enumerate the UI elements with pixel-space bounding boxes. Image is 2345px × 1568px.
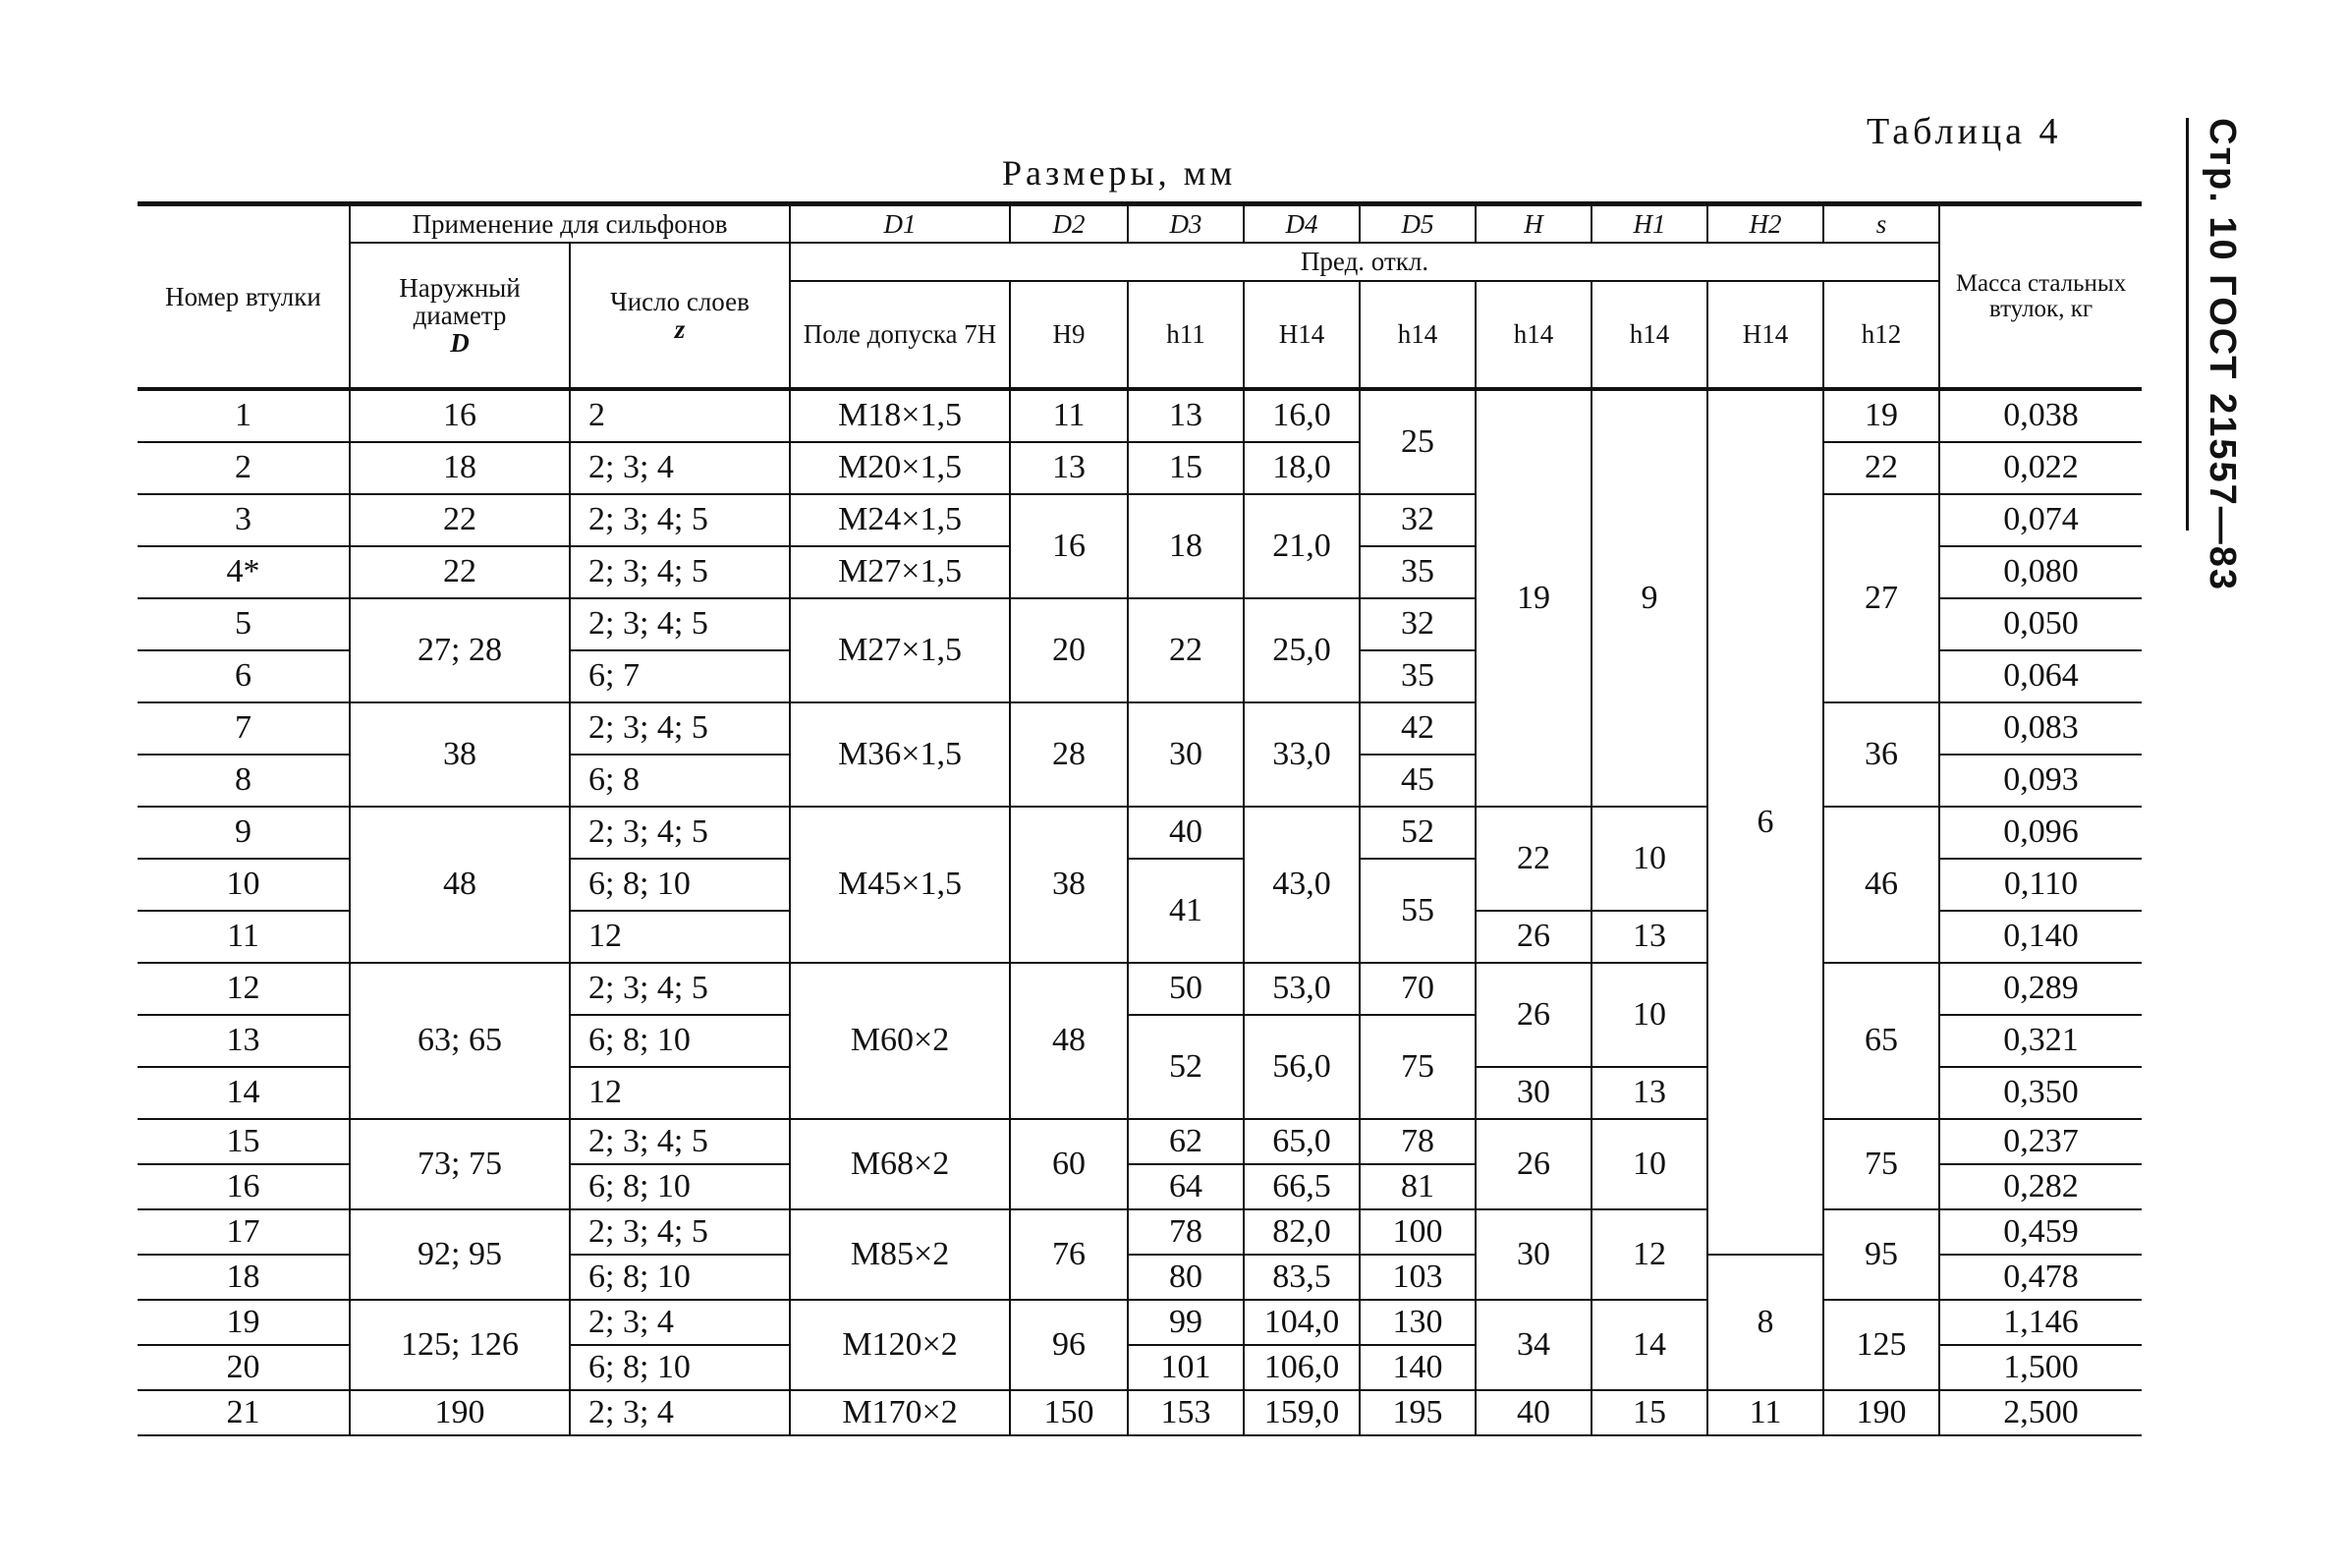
cell-layers: 12 (570, 1067, 790, 1119)
cell-number: 15 (138, 1119, 350, 1164)
table-row (138, 1390, 2142, 1435)
cell-d3: 13 (1128, 389, 1244, 442)
cell-number: 20 (138, 1345, 350, 1390)
cell-d1: М36×1,5 (790, 702, 1010, 807)
cell-d2: 38 (1010, 807, 1128, 963)
cell-number: 13 (138, 1015, 350, 1067)
cell-d3: 41 (1128, 859, 1244, 963)
cell-d2: 48 (1010, 963, 1128, 1119)
cell-d2: 11 (1010, 389, 1128, 442)
cell-outer-diameter: 190 (350, 1390, 570, 1435)
cell-mass: 0,282 (1939, 1164, 2142, 1209)
cell-d5: 42 (1360, 702, 1476, 755)
cell-mass: 0,080 (1939, 546, 2142, 598)
cell-h1: 10 (1591, 963, 1707, 1067)
cell-number: 14 (138, 1067, 350, 1119)
cell-layers: 2; 3; 4 (570, 1390, 790, 1435)
cell-d5: 25 (1360, 389, 1476, 494)
cell-mass: 0,074 (1939, 494, 2142, 546)
header-h1: H1 (1591, 205, 1707, 243)
cell-layers: 6; 8; 10 (570, 1255, 790, 1300)
cell-outer-diameter: 63; 65 (350, 963, 570, 1119)
cell-mass: 1,146 (1939, 1300, 2142, 1345)
cell-d4: 83,5 (1244, 1255, 1360, 1300)
cell-mass: 0,237 (1939, 1119, 2142, 1164)
cell-number: 2 (138, 442, 350, 494)
cell-number: 16 (138, 1164, 350, 1209)
cell-d5: 35 (1360, 546, 1476, 598)
cell-layers: 2; 3; 4; 5 (570, 1209, 790, 1255)
cell-number: 12 (138, 963, 350, 1015)
page-header-side-label: Стр. 10 ГОСТ 21557—83 (2202, 118, 2243, 592)
cell-d3: 101 (1128, 1345, 1244, 1390)
cell-d5: 103 (1360, 1255, 1476, 1300)
cell-d2: 28 (1010, 702, 1128, 807)
cell-layers: 2; 3; 4; 5 (570, 702, 790, 755)
cell-layers: 2; 3; 4; 5 (570, 546, 790, 598)
cell-s: 19 (1823, 389, 1939, 442)
cell-number: 18 (138, 1255, 350, 1300)
table-container (138, 201, 2142, 1436)
cell-d3: 18 (1128, 494, 1244, 598)
header-tol-h2: Н14 (1707, 281, 1823, 389)
header-tol-s: h12 (1823, 281, 1939, 389)
table-row (138, 1119, 2142, 1164)
cell-h2: 11 (1707, 1390, 1823, 1435)
cell-outer-diameter: 38 (350, 702, 570, 807)
cell-d2: 20 (1010, 598, 1128, 702)
header-outer-diameter: Наружный диаметр D (350, 243, 570, 388)
cell-d5: 130 (1360, 1300, 1476, 1345)
cell-number: 19 (138, 1300, 350, 1345)
cell-d4: 66,5 (1244, 1164, 1360, 1209)
table-row (138, 1300, 2142, 1345)
header-d5: D5 (1360, 205, 1476, 243)
cell-d2: 60 (1010, 1119, 1128, 1209)
cell-number: 3 (138, 494, 350, 546)
cell-d3: 153 (1128, 1390, 1244, 1435)
cell-mass: 0,083 (1939, 702, 2142, 755)
cell-d3: 52 (1128, 1015, 1244, 1119)
cell-mass: 1,500 (1939, 1345, 2142, 1390)
cell-d3: 50 (1128, 963, 1244, 1015)
cell-number: 10 (138, 859, 350, 911)
header-mass: Масса стальных втулок, кг (1939, 205, 2142, 389)
cell-outer-diameter: 18 (350, 442, 570, 494)
cell-layers: 2; 3; 4 (570, 1300, 790, 1345)
cell-d4: 18,0 (1244, 442, 1360, 494)
cell-d4: 56,0 (1244, 1015, 1360, 1119)
cell-d3: 30 (1128, 702, 1244, 807)
cell-mass: 0,064 (1939, 650, 2142, 702)
header-tol-d4: Н14 (1244, 281, 1360, 389)
cell-number: 7 (138, 702, 350, 755)
header-tol-d5: h14 (1360, 281, 1476, 389)
cell-number: 17 (138, 1209, 350, 1255)
cell-d4: 104,0 (1244, 1300, 1360, 1345)
cell-number: 1 (138, 389, 350, 442)
cell-s: 65 (1823, 963, 1939, 1119)
cell-h1: 13 (1591, 911, 1707, 963)
cell-mass: 0,038 (1939, 389, 2142, 442)
cell-layers: 6; 8; 10 (570, 1345, 790, 1390)
cell-s: 125 (1823, 1300, 1939, 1390)
table-row (138, 389, 2142, 442)
cell-h: 34 (1476, 1300, 1591, 1390)
cell-d3: 62 (1128, 1119, 1244, 1164)
cell-d4: 106,0 (1244, 1345, 1360, 1390)
cell-d1: М120×2 (790, 1300, 1010, 1390)
cell-s: 36 (1823, 702, 1939, 807)
table-caption: Размеры, мм (1002, 153, 1237, 193)
cell-outer-diameter: 27; 28 (350, 598, 570, 702)
cell-d1: М27×1,5 (790, 546, 1010, 598)
cell-number: 4* (138, 546, 350, 598)
cell-d5: 35 (1360, 650, 1476, 702)
cell-h2: 6 (1707, 389, 1823, 1255)
cell-h1: 9 (1591, 389, 1707, 807)
cell-d3: 15 (1128, 442, 1244, 494)
cell-h1: 10 (1591, 807, 1707, 911)
header-tol-h1: h14 (1591, 281, 1707, 389)
cell-outer-diameter: 125; 126 (350, 1300, 570, 1390)
header-number: Номер втулки (138, 205, 350, 389)
cell-h: 22 (1476, 807, 1591, 911)
cell-s: 95 (1823, 1209, 1939, 1300)
cell-h: 30 (1476, 1067, 1591, 1119)
cell-d1: М170×2 (790, 1390, 1010, 1435)
cell-d3: 64 (1128, 1164, 1244, 1209)
table-row (138, 442, 2142, 494)
cell-number: 8 (138, 755, 350, 807)
cell-d5: 32 (1360, 598, 1476, 650)
header-tol-d2: Н9 (1010, 281, 1128, 389)
cell-h: 40 (1476, 1390, 1591, 1435)
cell-layers: 2; 3; 4; 5 (570, 1119, 790, 1164)
cell-s: 190 (1823, 1390, 1939, 1435)
table-row (138, 963, 2142, 1015)
cell-number: 11 (138, 911, 350, 963)
cell-h: 26 (1476, 1119, 1591, 1209)
cell-h1: 12 (1591, 1209, 1707, 1300)
cell-number: 21 (138, 1390, 350, 1435)
cell-mass: 0,459 (1939, 1209, 2142, 1255)
cell-d5: 100 (1360, 1209, 1476, 1255)
cell-d3: 99 (1128, 1300, 1244, 1345)
cell-mass: 0,050 (1939, 598, 2142, 650)
cell-d2: 150 (1010, 1390, 1128, 1435)
cell-d3: 80 (1128, 1255, 1244, 1300)
header-tol-h: h14 (1476, 281, 1591, 389)
cell-h: 26 (1476, 963, 1591, 1067)
cell-layers: 2; 3; 4; 5 (570, 598, 790, 650)
cell-s: 27 (1823, 494, 1939, 702)
cell-d5: 45 (1360, 755, 1476, 807)
cell-layers: 6; 8; 10 (570, 859, 790, 911)
cell-d4: 53,0 (1244, 963, 1360, 1015)
dimensions-table (138, 204, 2142, 1436)
cell-number: 6 (138, 650, 350, 702)
cell-d5: 70 (1360, 963, 1476, 1015)
header-layers: Число слоев z (570, 243, 790, 388)
cell-h1: 15 (1591, 1390, 1707, 1435)
cell-d5: 78 (1360, 1119, 1476, 1164)
cell-d2: 96 (1010, 1300, 1128, 1390)
cell-s: 22 (1823, 442, 1939, 494)
cell-layers: 2; 3; 4; 5 (570, 963, 790, 1015)
header-s: s (1823, 205, 1939, 243)
cell-d5: 32 (1360, 494, 1476, 546)
table-row (138, 807, 2142, 859)
cell-d1: М45×1,5 (790, 807, 1010, 963)
cell-layers: 6; 8 (570, 755, 790, 807)
side-rule (2186, 118, 2189, 531)
table-number: Таблица 4 (1867, 111, 2062, 152)
cell-mass: 0,289 (1939, 963, 2142, 1015)
header-d1: D1 (790, 205, 1010, 243)
cell-d2: 16 (1010, 494, 1128, 598)
header-application: Применение для сильфонов (350, 205, 790, 243)
cell-layers: 2 (570, 389, 790, 442)
cell-layers: 2; 3; 4 (570, 442, 790, 494)
cell-d4: 21,0 (1244, 494, 1360, 598)
cell-layers: 6; 8; 10 (570, 1015, 790, 1067)
cell-h1: 10 (1591, 1119, 1707, 1209)
header-tol-d1: Поле допуска 7Н (790, 281, 1010, 389)
cell-d2: 13 (1010, 442, 1128, 494)
cell-d4: 159,0 (1244, 1390, 1360, 1435)
cell-d1: М24×1,5 (790, 494, 1010, 546)
cell-d1: М27×1,5 (790, 598, 1010, 702)
cell-layers: 2; 3; 4; 5 (570, 494, 790, 546)
cell-d5: 81 (1360, 1164, 1476, 1209)
cell-layers: 6; 7 (570, 650, 790, 702)
cell-d4: 16,0 (1244, 389, 1360, 442)
header-h2: H2 (1707, 205, 1823, 243)
cell-layers: 2; 3; 4; 5 (570, 807, 790, 859)
cell-d3: 40 (1128, 807, 1244, 859)
cell-d1: М85×2 (790, 1209, 1010, 1300)
cell-s: 75 (1823, 1119, 1939, 1209)
cell-d5: 140 (1360, 1345, 1476, 1390)
cell-outer-diameter: 16 (350, 389, 570, 442)
cell-mass: 2,500 (1939, 1390, 2142, 1435)
cell-mass: 0,321 (1939, 1015, 2142, 1067)
cell-mass: 0,110 (1939, 859, 2142, 911)
cell-s: 46 (1823, 807, 1939, 963)
header-tolerances: Пред. откл. (790, 243, 1939, 280)
cell-h2: 8 (1707, 1255, 1823, 1390)
cell-mass: 0,022 (1939, 442, 2142, 494)
cell-mass: 0,093 (1939, 755, 2142, 807)
cell-d4: 82,0 (1244, 1209, 1360, 1255)
cell-outer-diameter: 92; 95 (350, 1209, 570, 1300)
cell-mass: 0,140 (1939, 911, 2142, 963)
header-h: H (1476, 205, 1591, 243)
cell-number: 9 (138, 807, 350, 859)
header-d3: D3 (1128, 205, 1244, 243)
cell-d1: М18×1,5 (790, 389, 1010, 442)
cell-mass: 0,478 (1939, 1255, 2142, 1300)
cell-outer-diameter: 22 (350, 494, 570, 546)
cell-h: 19 (1476, 389, 1591, 807)
cell-d5: 75 (1360, 1015, 1476, 1119)
header-d4: D4 (1244, 205, 1360, 243)
cell-d3: 22 (1128, 598, 1244, 702)
cell-d2: 76 (1010, 1209, 1128, 1300)
cell-mass: 0,350 (1939, 1067, 2142, 1119)
cell-d4: 65,0 (1244, 1119, 1360, 1164)
cell-d1: М68×2 (790, 1119, 1010, 1209)
cell-d1: М60×2 (790, 963, 1010, 1119)
table-row (138, 494, 2142, 546)
cell-outer-diameter: 73; 75 (350, 1119, 570, 1209)
cell-d4: 25,0 (1244, 598, 1360, 702)
table-row (138, 1209, 2142, 1255)
cell-d4: 33,0 (1244, 702, 1360, 807)
cell-d5: 55 (1360, 859, 1476, 963)
cell-d3: 78 (1128, 1209, 1244, 1255)
cell-outer-diameter: 22 (350, 546, 570, 598)
cell-h: 30 (1476, 1209, 1591, 1300)
cell-d5: 195 (1360, 1390, 1476, 1435)
header-d2: D2 (1010, 205, 1128, 243)
table-row (138, 702, 2142, 755)
header-tol-d3: h11 (1128, 281, 1244, 389)
cell-layers: 6; 8; 10 (570, 1164, 790, 1209)
cell-d1: М20×1,5 (790, 442, 1010, 494)
cell-h1: 14 (1591, 1300, 1707, 1390)
cell-d4: 43,0 (1244, 807, 1360, 963)
cell-outer-diameter: 48 (350, 807, 570, 963)
cell-h: 26 (1476, 911, 1591, 963)
cell-d5: 52 (1360, 807, 1476, 859)
cell-h1: 13 (1591, 1067, 1707, 1119)
cell-layers: 12 (570, 911, 790, 963)
cell-number: 5 (138, 598, 350, 650)
cell-mass: 0,096 (1939, 807, 2142, 859)
